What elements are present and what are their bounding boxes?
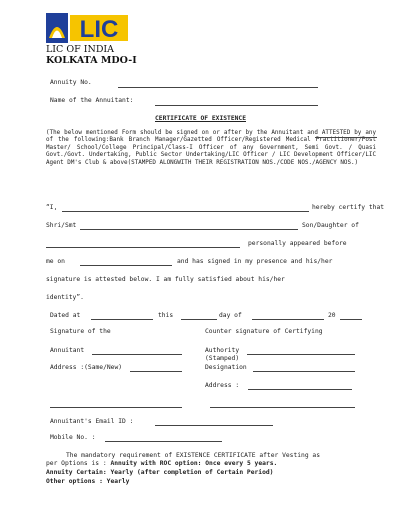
footer-note-line2-start: per Options is : <box>46 460 107 467</box>
appeared-date-field[interactable] <box>80 265 172 266</box>
declaration-line1-end: hereby certify that <box>312 204 385 211</box>
annuitant-signature-field[interactable] <box>92 354 182 355</box>
sign-after-date-field[interactable] <box>315 137 377 138</box>
authority-address-field-2[interactable] <box>210 407 355 408</box>
day-of-label: day of <box>219 312 242 319</box>
stamped-label: (Stamped) <box>205 355 240 362</box>
shri-smt-field[interactable] <box>80 229 298 230</box>
day-field[interactable] <box>181 319 217 320</box>
year-prefix-label: 20 <box>328 312 336 319</box>
annuitant-address-field[interactable] <box>130 371 182 372</box>
parent-name-field[interactable] <box>46 247 240 248</box>
instructions-paragraph: (The below mentioned Form should be signed on or after by the Annuitant and ATTESTED by any of the following:Bank Branch Manager/Gazetted Officer/Registered Medical Practitioner/Post Master/ School/College Principal/Class-I Officer of any Government, Semi Govt. / Quasi Govt./Govt. Undertaking, Public Sector Undertaking/LIC Officer / LIC Development Officer/LIC Agent DM's Club & above(STAMPED ALONGWITH THEIR REGISTRATION NOS./CODE NOS./AGENCY NOS.) <box>46 130 376 166</box>
authority-label: Authority <box>205 347 240 354</box>
footer-note-line4: Other options : Yearly <box>46 478 130 485</box>
designation-field[interactable] <box>253 371 355 372</box>
authority-address-field-1[interactable] <box>248 389 352 390</box>
annuity-no-field[interactable] <box>118 87 318 88</box>
email-field[interactable] <box>155 425 273 426</box>
month-field[interactable] <box>252 319 324 320</box>
declaration-line2-end: Son/Daughter of <box>302 222 359 229</box>
mobile-label: Mobile No. : <box>50 434 96 441</box>
year-field[interactable] <box>340 319 362 320</box>
declaration-line1-start: “I, <box>46 204 58 211</box>
email-label: Annuitant's Email ID : <box>50 418 134 425</box>
dated-place-field[interactable] <box>91 319 153 320</box>
annuitant-name-field[interactable] <box>155 105 318 106</box>
annuity-no-label: Annuity No. <box>50 79 92 86</box>
footer-note-line2 <box>46 460 277 467</box>
signature-right-title: Counter signature of Certifying <box>205 328 323 335</box>
lic-logo <box>46 13 128 43</box>
declaration-line4-start: me on <box>46 258 65 265</box>
certificate-title: CERTIFICATE OF EXISTENCE <box>155 115 246 122</box>
declarant-name-field[interactable] <box>62 211 309 212</box>
address-same-new-label: Address :(Same/New) <box>50 364 123 371</box>
declaration-line2-start: Shri/Smt <box>46 222 77 229</box>
org-name: LIC OF INDIA <box>46 44 115 55</box>
authority-signature-field[interactable] <box>247 354 355 355</box>
annuitant-label: Annuitant <box>50 347 85 354</box>
mobile-field[interactable] <box>105 441 222 442</box>
annuitant-address-field-2[interactable] <box>50 407 182 408</box>
designation-label: Designation <box>205 364 247 371</box>
footer-note-line2-bold: Annuity with ROC option: Once every 5 years. <box>110 460 278 467</box>
footer-note-line3: Annuity Certain: Yearly (after completion of Certain Period) <box>46 469 274 476</box>
declaration-line6: identity”. <box>46 294 84 301</box>
declaration-line3-end: personally appeared before <box>248 240 347 247</box>
signature-left-title: Signature of the <box>50 328 111 335</box>
declaration-line5: signature is attested below. I am fully satisfied about his/her <box>46 276 285 283</box>
footer-note-line1: The mandatory requirement of EXISTENCE CERTIFICATE after Vesting as <box>66 452 321 459</box>
annuitant-name-label: Name of the Annuitant: <box>50 97 134 104</box>
this-label: this <box>158 312 174 319</box>
declaration-line4-end: and has signed in my presence and his/her <box>177 258 333 265</box>
logo-text: LIC <box>79 16 119 43</box>
division-name: KOLKATA MDO-I <box>46 55 137 66</box>
dated-at-label: Dated at <box>50 312 81 319</box>
authority-address-label: Address : <box>205 382 240 389</box>
